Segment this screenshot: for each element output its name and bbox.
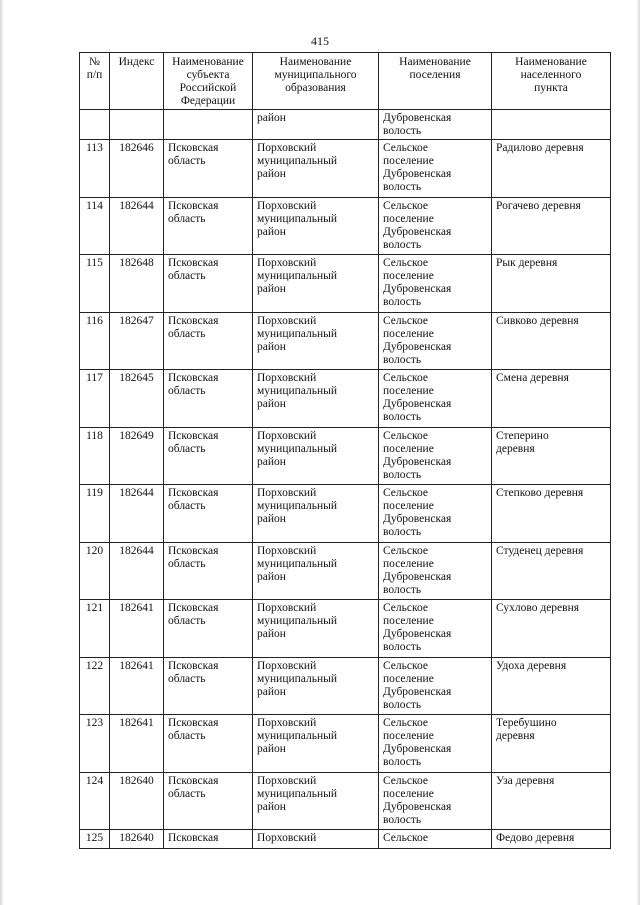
table-row (80, 427, 611, 485)
cell-index: 182640 (110, 830, 164, 849)
cell-index: 182641 (110, 657, 164, 715)
table-row (80, 312, 611, 370)
cell-municipality: Порховский муниципальный район (253, 312, 379, 370)
cell-locality: Смена деревня (492, 370, 611, 428)
cell-index: 182649 (110, 427, 164, 485)
cell-subject: Псковская область (164, 255, 253, 313)
header-locality: Наименование населенного пункта (492, 53, 611, 110)
cell-locality: Федово деревня (492, 830, 611, 849)
cell-subject: Псковская область (164, 600, 253, 658)
header-index: Индекс (110, 53, 164, 110)
cell-municipality: Порховский (253, 830, 379, 849)
cell-number: 125 (80, 830, 110, 849)
cell-settlement: Дубровенская волость (379, 110, 492, 140)
table-row (80, 140, 611, 198)
cell-index: 182640 (110, 772, 164, 830)
cell-index: 182644 (110, 542, 164, 600)
header-number: № п/п (80, 53, 110, 110)
cell-number: 118 (80, 427, 110, 485)
cell-number: 116 (80, 312, 110, 370)
header-settlement: Наименование поселения (379, 53, 492, 110)
cell-number: 113 (80, 140, 110, 198)
cell-locality: Рогачево деревня (492, 197, 611, 255)
cell-locality: Сухлово деревня (492, 600, 611, 658)
table-row (80, 772, 611, 830)
cell-number: 123 (80, 715, 110, 773)
cell-subject (164, 110, 253, 140)
cell-settlement: Сельское поселение Дубровенская волость (379, 255, 492, 313)
table-row (80, 370, 611, 428)
cell-settlement: Сельское поселение Дубровенская волость (379, 140, 492, 198)
cell-settlement: Сельское поселение Дубровенская волость (379, 657, 492, 715)
cell-number: 122 (80, 657, 110, 715)
table-row (80, 715, 611, 773)
cell-index: 182644 (110, 485, 164, 543)
cell-municipality: Порховский муниципальный район (253, 657, 379, 715)
cell-index: 182641 (110, 600, 164, 658)
cell-settlement: Сельское поселение Дубровенская волость (379, 370, 492, 428)
cell-number: 117 (80, 370, 110, 428)
cell-municipality: Порховский муниципальный район (253, 542, 379, 600)
cell-locality: Рык деревня (492, 255, 611, 313)
cell-locality: Уза деревня (492, 772, 611, 830)
cell-settlement: Сельское поселение Дубровенская волость (379, 715, 492, 773)
cell-settlement: Сельское (379, 830, 492, 849)
cell-number: 124 (80, 772, 110, 830)
cell-municipality: Порховский муниципальный район (253, 772, 379, 830)
cell-subject: Псковская область (164, 427, 253, 485)
continuation-row (80, 110, 611, 140)
cell-index (110, 110, 164, 140)
cell-subject: Псковская область (164, 370, 253, 428)
table-row (80, 542, 611, 600)
cell-subject: Псковская область (164, 140, 253, 198)
cell-subject: Псковская область (164, 715, 253, 773)
table-row-partial (80, 830, 611, 849)
header-municipality: Наименование муниципального образования (253, 53, 379, 110)
cell-settlement: Сельское поселение Дубровенская волость (379, 542, 492, 600)
cell-number: 121 (80, 600, 110, 658)
cell-index: 182641 (110, 715, 164, 773)
cell-subject: Псковская область (164, 772, 253, 830)
cell-settlement: Сельское поселение Дубровенская волость (379, 197, 492, 255)
table-row (80, 255, 611, 313)
cell-municipality: Порховский муниципальный район (253, 197, 379, 255)
cell-municipality: Порховский муниципальный район (253, 600, 379, 658)
page-number: 415 (311, 34, 329, 48)
cell-settlement: Сельское поселение Дубровенская волость (379, 772, 492, 830)
cell-municipality: район (253, 110, 379, 140)
cell-index: 182644 (110, 197, 164, 255)
cell-locality: Радилово деревня (492, 140, 611, 198)
cell-locality: Степково деревня (492, 485, 611, 543)
table-header-row (80, 53, 611, 110)
cell-locality: Степерино деревня (492, 427, 611, 485)
cell-municipality: Порховский муниципальный район (253, 370, 379, 428)
cell-municipality: Порховский муниципальный район (253, 140, 379, 198)
cell-municipality: Порховский муниципальный район (253, 485, 379, 543)
cell-index: 182646 (110, 140, 164, 198)
cell-locality: Студенец деревня (492, 542, 611, 600)
cell-number: 120 (80, 542, 110, 600)
cell-number: 115 (80, 255, 110, 313)
cell-locality: Сивково деревня (492, 312, 611, 370)
cell-locality: Удоха деревня (492, 657, 611, 715)
table-row (80, 600, 611, 658)
table-row (80, 485, 611, 543)
cell-subject: Псковская (164, 830, 253, 849)
cell-settlement: Сельское поселение Дубровенская волость (379, 312, 492, 370)
cell-index: 182648 (110, 255, 164, 313)
cell-locality: Теребушино деревня (492, 715, 611, 773)
cell-number: 114 (80, 197, 110, 255)
cell-index: 182647 (110, 312, 164, 370)
cell-settlement: Сельское поселение Дубровенская волость (379, 427, 492, 485)
cell-subject: Псковская область (164, 312, 253, 370)
cell-subject: Псковская область (164, 542, 253, 600)
cell-subject: Псковская область (164, 657, 253, 715)
cell-municipality: Порховский муниципальный район (253, 427, 379, 485)
cell-number (80, 110, 110, 140)
cell-index: 182645 (110, 370, 164, 428)
header-subject: Наименование субъекта Российской Федерации (164, 53, 253, 110)
settlements-table (79, 52, 611, 849)
cell-number: 119 (80, 485, 110, 543)
table-row (80, 197, 611, 255)
cell-locality (492, 110, 611, 140)
cell-municipality: Порховский муниципальный район (253, 255, 379, 313)
scan-edge-left (0, 0, 3, 905)
cell-subject: Псковская область (164, 197, 253, 255)
cell-subject: Псковская область (164, 485, 253, 543)
table-row (80, 657, 611, 715)
cell-settlement: Сельское поселение Дубровенская волость (379, 485, 492, 543)
cell-municipality: Порховский муниципальный район (253, 715, 379, 773)
cell-settlement: Сельское поселение Дубровенская волость (379, 600, 492, 658)
